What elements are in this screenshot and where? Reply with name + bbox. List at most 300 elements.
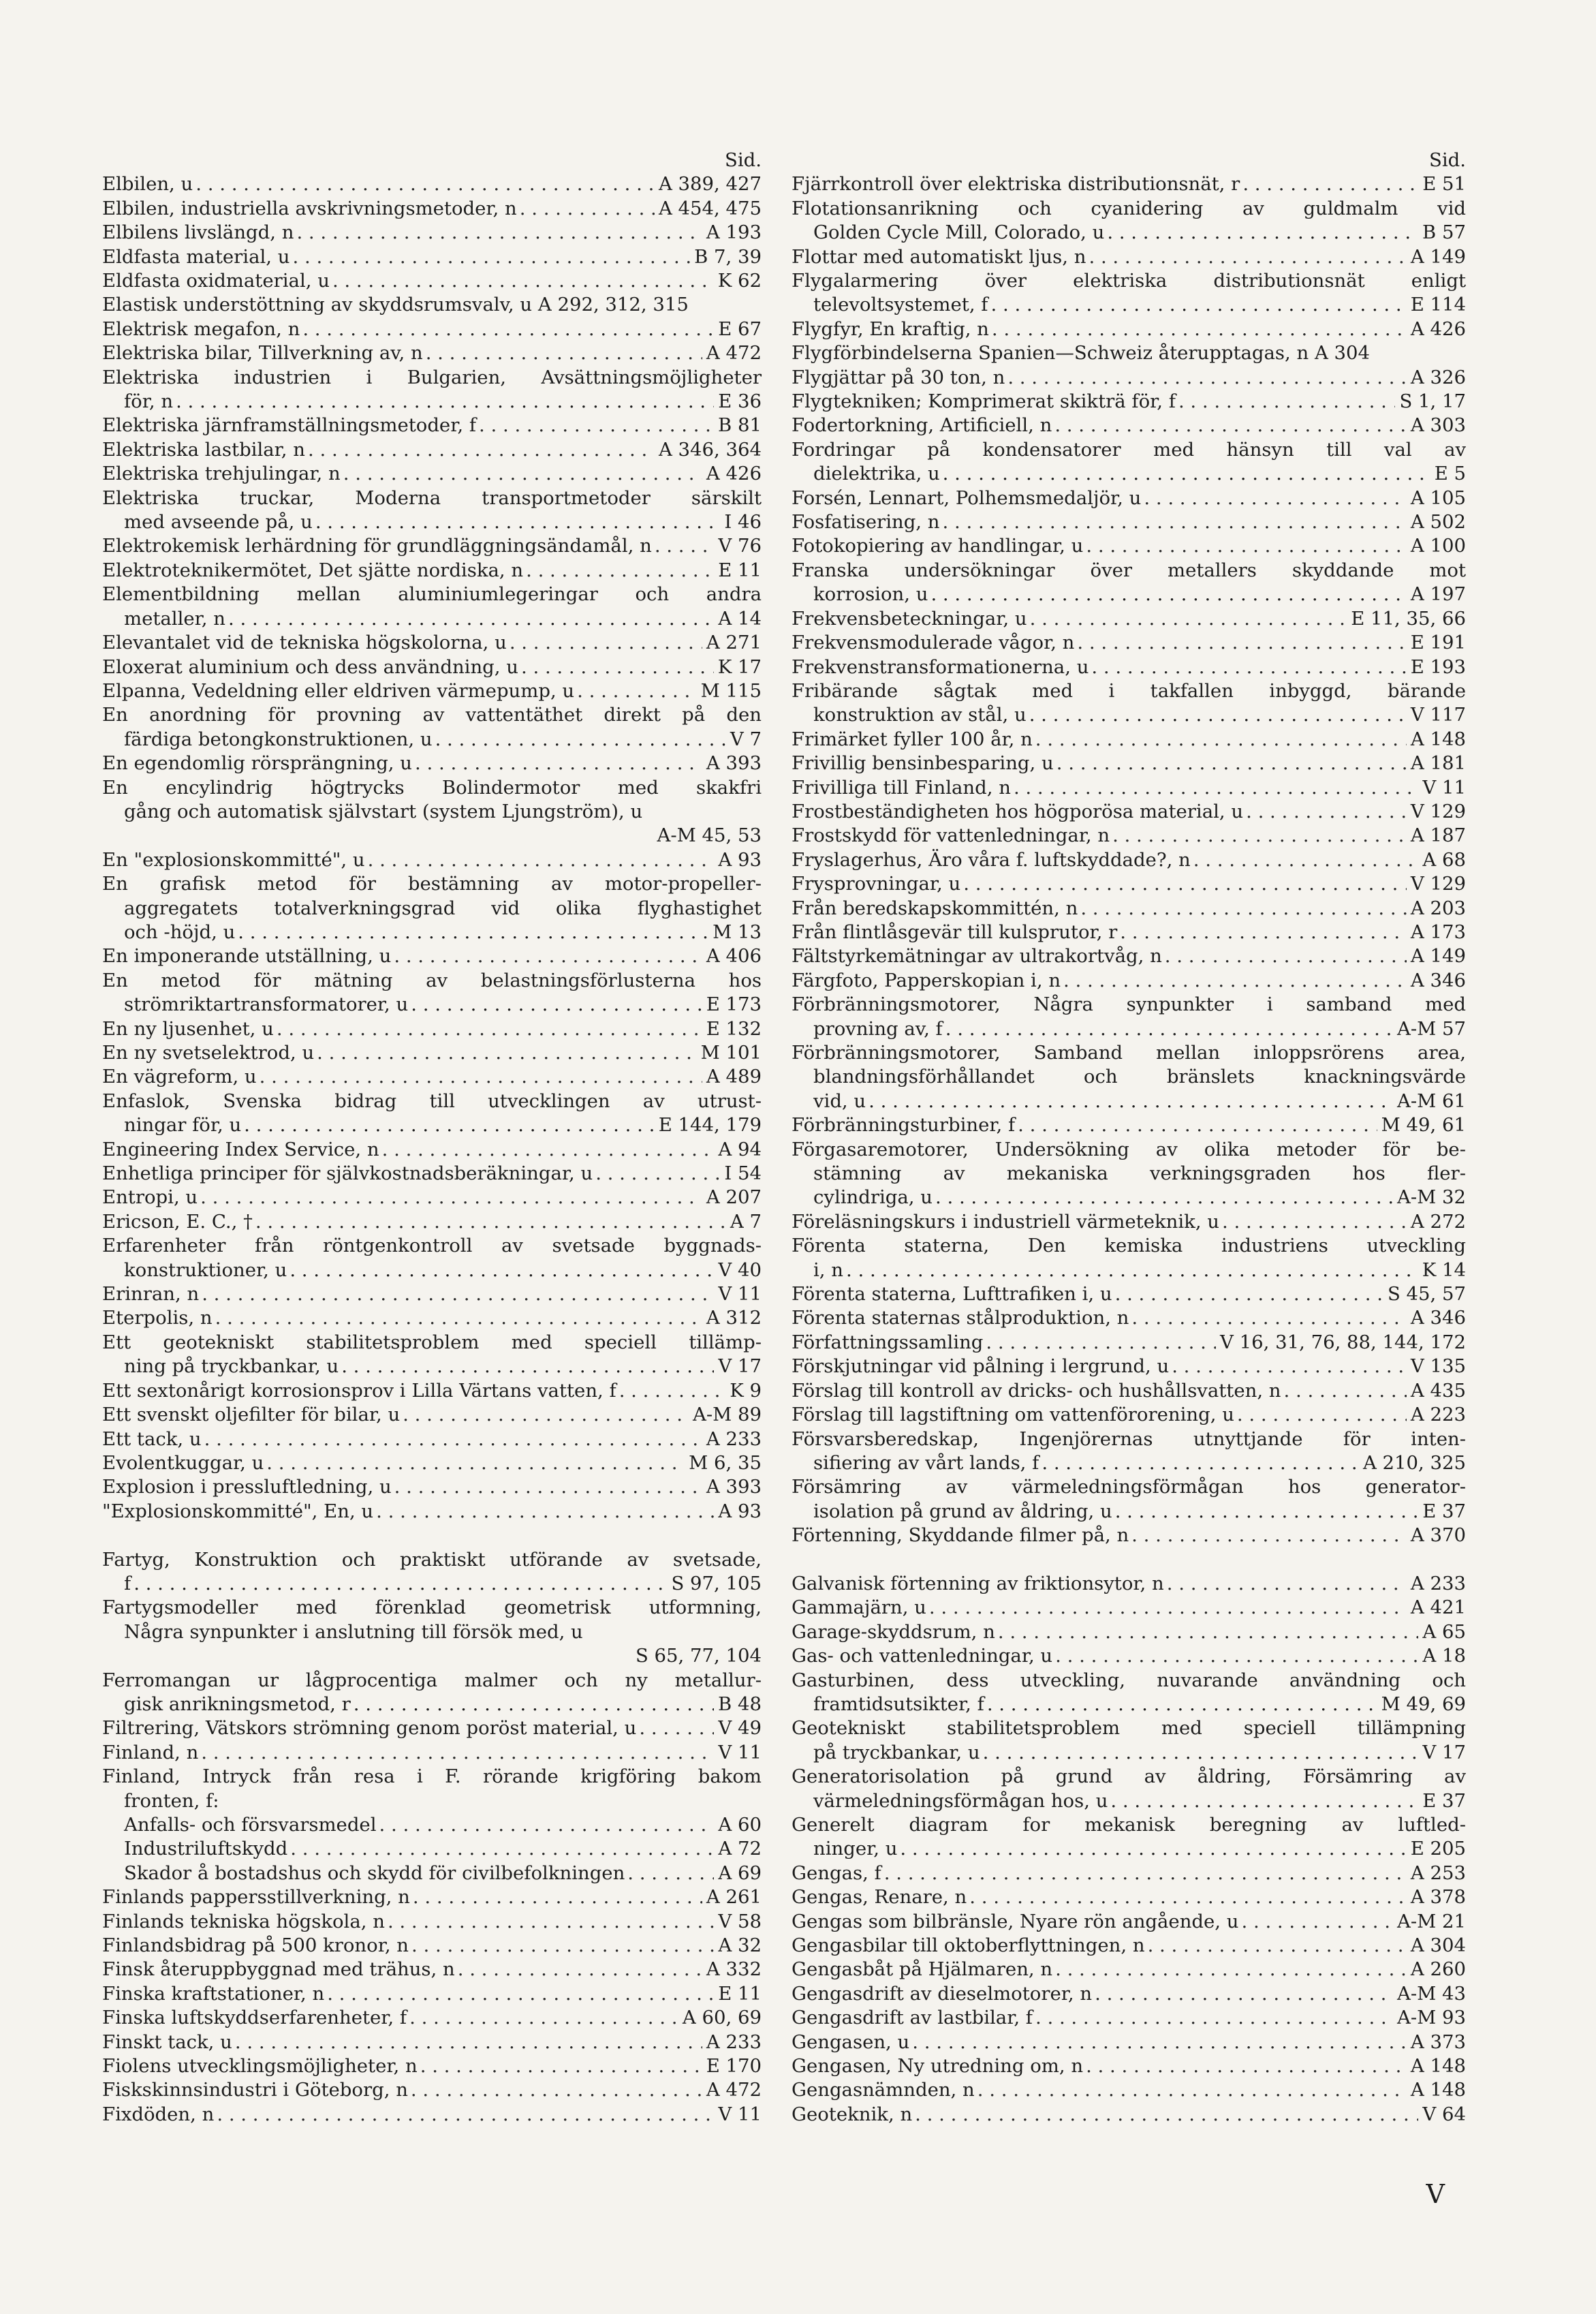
index-entry [792, 1813, 1466, 1862]
leader-dots [915, 2103, 1418, 2127]
entry-text: En ny svetselektrod, u [102, 1042, 315, 1064]
entry-text-line: Erfarenheter från röntgenkontroll av svetsade byggnads- [102, 1235, 762, 1257]
index-entry [102, 534, 762, 558]
entry-text-line: En grafisk metod för bestämning av motor-propeller- [102, 873, 762, 895]
index-entry [102, 583, 762, 631]
entry-text: Gengas, f [792, 1862, 881, 1884]
entry-text-line: Gasturbinen, dess utveckling, nuvarande användning och [792, 1669, 1466, 1691]
page-reference: A 223 [1410, 1404, 1466, 1426]
index-entry [102, 1958, 762, 1981]
entry-text: Elpanna, Vedeldning eller eldriven värmepump, u [102, 679, 575, 702]
leader-dots [1144, 487, 1407, 510]
page-reference: A 14 [718, 607, 762, 630]
leader-dots [983, 1741, 1419, 1765]
index-entry [792, 1885, 1466, 1909]
entry-text: Några synpunkter i anslutning till försök med, u [124, 1620, 583, 1643]
page-reference: A 60 [718, 1814, 762, 1836]
leader-dots [1018, 1113, 1377, 1137]
leader-dots [302, 318, 714, 341]
leader-dots [479, 414, 714, 437]
entry-text: Gas- och vattenledningar, u [792, 1645, 1053, 1667]
entry-text: Gengas, Renare, n [792, 1886, 967, 1909]
entry-text: konstruktion av stål, u [813, 704, 1027, 726]
entry-text: Galvanisk förtenning av friktionsytor, n [792, 1572, 1164, 1594]
entry-text: ninger, u [813, 1838, 898, 1860]
entry-text: Gengasbåt på Hjälmaren, n [792, 1958, 1053, 1981]
entry-text: Föreläsningskurs i industriell värmeteknik, u [792, 1210, 1220, 1233]
leader-dots [202, 1282, 714, 1306]
index-entry [102, 1548, 762, 1596]
page-reference: V 129 [1410, 800, 1466, 822]
entry-text-line [102, 607, 762, 631]
entry-text: En ny ljusenhet, u [102, 1017, 274, 1040]
leader-dots [1030, 607, 1347, 631]
index-entry [792, 1138, 1466, 1210]
index-entry [792, 728, 1466, 752]
leader-dots [204, 1428, 702, 1451]
leader-dots [884, 1862, 1407, 1885]
page-reference: I 54 [724, 1162, 762, 1185]
entry-text: Gengasdrift av lastbilar, f [792, 2007, 1033, 2029]
entry-text: Elbilen, industriella avskrivningsmetoder, n [102, 197, 517, 219]
entry-text-line [792, 703, 1466, 727]
entry-text-line: En encylindrig högtrycks Bolindermotor med skakfri [102, 776, 762, 799]
entry-text: Färgfoto, Papperskopian i, n [792, 969, 1061, 991]
page-reference: K 14 [1422, 1259, 1466, 1281]
page-reference: E 205 [1410, 1838, 1466, 1860]
page-reference: A 454, 475 [658, 197, 762, 219]
leader-dots [986, 1331, 1216, 1355]
entry-text: på tryckbankar, u [813, 1741, 980, 1763]
entry-text: sifiering av vårt lands, f [813, 1451, 1039, 1474]
entry-text: Flygjättar på 30 ton, n [792, 366, 1005, 388]
entry-text-line: Ett geotekniskt stabilitetsproblem med speciell tillämp- [102, 1331, 762, 1353]
entry-text: Flygtekniken; Komprimerat skikträ för, f [792, 390, 1176, 413]
index-entry [792, 1428, 1466, 1476]
entry-text: Erinran, n [102, 1283, 200, 1306]
entry-text: Finsk återuppbyggnad med trähus, n [102, 1958, 455, 1981]
index-entry [792, 897, 1466, 921]
leader-dots [200, 1186, 702, 1209]
index-entry [102, 414, 762, 437]
entry-text: Flygfyr, En kraftig, n [792, 318, 989, 340]
page-reference: A 304 [1410, 1934, 1466, 1957]
index-entry [792, 872, 1466, 896]
page-reference: B 81 [718, 414, 762, 437]
entry-text: Explosion i pressluftledning, u [102, 1476, 392, 1498]
page-reference: A 312 [706, 1307, 762, 1329]
index-entry [102, 462, 762, 486]
page-reference: V 135 [1410, 1355, 1466, 1378]
index-entry [792, 1765, 1466, 1813]
page-reference: V 11 [718, 1741, 762, 1763]
page-reference: E 67 [718, 318, 762, 340]
index-entry [102, 366, 762, 414]
leader-dots [379, 1813, 715, 1837]
page-reference: E 114 [1410, 294, 1466, 316]
entry-text: Gengas som bilbränsle, Nyare rön angående, u [792, 1910, 1239, 1932]
page-reference: A 253 [1410, 1862, 1466, 1884]
leader-dots [409, 2006, 678, 2030]
index-entry [102, 872, 762, 944]
index-entry [102, 1741, 762, 1765]
leader-dots [1178, 390, 1396, 414]
leader-dots [317, 1041, 696, 1065]
index-entry [102, 269, 762, 293]
page-folio: V [1426, 2179, 1445, 2209]
entry-text-line [792, 583, 1466, 606]
leader-dots [415, 752, 702, 775]
leader-dots [1077, 631, 1406, 655]
entry-text: Förenta staterna, Lufttrafiken i, u [792, 1283, 1112, 1306]
index-entry [792, 366, 1466, 390]
page-reference: A 233 [706, 1428, 762, 1450]
page-reference: A 148 [1410, 2055, 1466, 2078]
leader-dots [134, 1572, 667, 1596]
leader-dots [201, 1741, 714, 1765]
leader-dots [376, 1500, 714, 1524]
page-reference: V 16, 31, 76, 88, 144, 172 [1220, 1331, 1466, 1353]
index-entry [102, 1910, 762, 1934]
index-entry [102, 631, 762, 655]
entry-text-line [792, 1693, 1466, 1716]
entry-text: Forsén, Lennart, Polhemsmedaljör, u [792, 487, 1142, 509]
right-index-column [792, 149, 1466, 2127]
entry-text-line [102, 1355, 762, 1378]
left-index-column [102, 149, 762, 2127]
page-reference: E 11 [718, 559, 762, 581]
entry-text-line: Geotekniskt stabilitetsproblem med speciell tillämpning [792, 1717, 1466, 1740]
page-reference: A 261 [706, 1886, 762, 1909]
entry-text-line: En metod för mätning av belastningsförlusterna hos [102, 969, 762, 991]
index-entry [102, 1885, 762, 1909]
section-gap [102, 1524, 762, 1547]
entry-text: "Explosionskommitté", En, u [102, 1500, 374, 1522]
index-entry [102, 703, 762, 752]
entry-text: Elektrokemisk lerhärdning för grundläggningsändamål, n [102, 535, 652, 557]
entry-text: värmeledningsförmågan hos, u [813, 1789, 1108, 1812]
page-reference: B 57 [1422, 221, 1466, 244]
entry-text: i, n [813, 1259, 843, 1281]
entry-text-line: blandningsförhållandet och bränslets knackningsvärde [813, 1066, 1466, 1088]
leader-dots [1148, 1934, 1407, 1958]
entry-text: Golden Cycle Mill, Colorado, u [813, 221, 1105, 244]
entry-text: Ett svenskt oljefilter för bilar, u [102, 1404, 401, 1426]
page-reference: A-M 57 [1396, 1017, 1466, 1040]
leader-dots [655, 534, 715, 558]
leader-dots [176, 390, 714, 414]
index-entry [102, 944, 762, 968]
entry-text: Enhetliga principer för självkostnadsberäkningar, u [102, 1162, 593, 1185]
index-entry [792, 1041, 1466, 1113]
index-entry [102, 1982, 762, 2006]
leader-dots [260, 1065, 702, 1089]
leader-dots [1246, 800, 1407, 824]
leader-dots [1193, 848, 1419, 872]
entry-text: metaller, n [124, 607, 225, 630]
leader-dots [912, 2031, 1407, 2054]
leader-dots [1131, 1306, 1407, 1330]
page-reference: V 58 [718, 1910, 762, 1932]
index-entry [102, 1716, 762, 1740]
index-entry [102, 1210, 762, 1234]
page-column-header: Sid. [1429, 149, 1466, 171]
page-reference: A 187 [1410, 824, 1466, 847]
page-reference: A 271 [706, 632, 762, 654]
leader-dots [238, 921, 708, 944]
index-entry [792, 631, 1466, 655]
leader-dots [1167, 1572, 1407, 1596]
index-entry [102, 438, 762, 462]
leader-dots [215, 1306, 702, 1330]
leader-dots [1095, 1982, 1393, 2006]
entry-text-line: Finland, Intryck från resa i F. rörande krigföring bakom [102, 1765, 762, 1788]
page-reference: A 406 [706, 945, 762, 968]
entry-text: ning på tryckbankar, u [124, 1355, 339, 1378]
index-entry [102, 1475, 762, 1499]
index-entry [792, 655, 1466, 679]
index-entry [792, 752, 1466, 775]
index-entry [792, 534, 1466, 558]
leader-dots [1172, 1355, 1407, 1378]
index-entry [102, 487, 762, 535]
entry-text: Författningssamling [792, 1331, 984, 1353]
entry-text-line [102, 1259, 762, 1282]
index-entry [792, 1379, 1466, 1403]
page-reference: A 332 [706, 1958, 762, 1981]
page-reference: A 472 [706, 342, 762, 365]
leader-dots [426, 341, 702, 365]
page-reference: V 129 [1410, 873, 1466, 895]
entry-text: Elevantalet vid de tekniska högskolorna, u [102, 632, 507, 654]
index-entry [792, 1958, 1466, 1981]
entry-text: Finlandsbidrag på 500 kronor, n [102, 1934, 409, 1957]
entry-text-line [792, 1741, 1466, 1765]
index-entry [792, 1669, 1466, 1717]
leader-dots [900, 1837, 1406, 1861]
entry-text: Fältstyrkemätningar av ultrakortvåg, n [792, 945, 1162, 968]
entry-text: Finska kraftstationer, n [102, 1982, 325, 2005]
entry-text-line [102, 1789, 762, 1813]
entry-text: En imponerande utställning, u [102, 945, 392, 968]
page-reference: A 346 [1410, 1307, 1466, 1329]
page-reference: A 68 [1422, 848, 1466, 871]
page-reference: M 6, 35 [689, 1451, 762, 1474]
entry-text-line [102, 1572, 762, 1596]
leader-dots [992, 318, 1407, 341]
index-entry [792, 1644, 1466, 1668]
leader-dots [290, 1259, 714, 1282]
index-entry [102, 2031, 762, 2054]
page-reference: A 389, 427 [658, 173, 762, 196]
page-reference: E 11 [718, 1982, 762, 2005]
entry-text: framtidsutsikter, f [813, 1693, 984, 1715]
page-reference: A 93 [718, 1500, 762, 1522]
entry-text: Gengasdrift av dieselmotorer, n [792, 1982, 1093, 2005]
entry-text: Frivillig bensinbesparing, u [792, 752, 1054, 775]
page-reference: A 173 [1410, 921, 1466, 943]
entry-text-line [102, 1620, 762, 1644]
entry-text: Fodertorkning, Artificiell, n [792, 414, 1052, 437]
page-reference: V 11 [718, 1283, 762, 1306]
leader-dots [526, 559, 714, 583]
entry-text-line: Fribärande sågtak med i takfallen inbyggd, bärande [792, 679, 1466, 702]
entry-text: Finland, n [102, 1741, 199, 1763]
page-reference: A 18 [1422, 1645, 1466, 1667]
leader-dots [1091, 655, 1406, 679]
index-entry [792, 993, 1466, 1041]
page-reference: A 502 [1410, 511, 1466, 534]
entry-text-line [102, 1113, 762, 1137]
index-entry [102, 1669, 762, 1717]
entry-text: Förslag till lagstiftning om vattenförorening, u [792, 1404, 1234, 1426]
entry-text-line [792, 293, 1466, 317]
entry-text: En egendomlig rörsprängning, u [102, 752, 412, 775]
page-reference: V 17 [1422, 1741, 1466, 1763]
index-entry [792, 848, 1466, 872]
entry-text: Engineering Index Service, n [102, 1138, 379, 1160]
leader-dots [1063, 969, 1407, 993]
entry-text-line [792, 1789, 1466, 1813]
entry-text-line: Flotationsanrikning och cyanidering av guldmalm vid [792, 197, 1466, 219]
page-reference: A 393 [706, 1476, 762, 1498]
index-entry [792, 1572, 1466, 1596]
leader-dots [290, 1837, 714, 1861]
entry-text-line: Förgasaremotorer, Undersökning av olika metoder för be- [792, 1138, 1466, 1160]
page-reference: V 76 [718, 535, 762, 557]
index-entry [792, 1282, 1466, 1306]
page-reference: A-M 45, 53 [657, 824, 762, 847]
entry-text-line [102, 728, 762, 752]
page-reference: A 7 [730, 1210, 762, 1233]
leader-dots [987, 1693, 1377, 1716]
leader-dots [228, 607, 714, 631]
leader-dots [846, 1259, 1418, 1282]
leader-dots [315, 510, 721, 534]
entry-text: Frimärket fyller 100 år, n [792, 728, 1033, 750]
leader-dots [327, 1982, 714, 2006]
index-entry [102, 293, 762, 317]
leader-dots [1110, 1789, 1418, 1813]
entry-text: konstruktioner, u [124, 1259, 287, 1281]
entry-text: Finlands pappersstillverkning, n [102, 1886, 410, 1909]
index-entry [102, 1090, 762, 1138]
index-entry [792, 559, 1466, 607]
page-reference: A 346, 364 [658, 438, 762, 461]
page-reference: A 233 [706, 2031, 762, 2053]
leader-dots [510, 631, 702, 655]
index-entry [792, 1113, 1466, 1137]
index-entry [792, 245, 1466, 269]
right-entries [792, 172, 1466, 2127]
index-entry [792, 607, 1466, 631]
leader-dots [1080, 897, 1407, 921]
leader-dots [296, 221, 702, 245]
leader-dots [1120, 921, 1407, 944]
leader-dots [930, 583, 1406, 606]
leader-dots [235, 2031, 702, 2054]
entry-text: Fryslagerhus, Äro våra f. luftskyddade?, n [792, 848, 1191, 871]
index-entry [102, 1837, 762, 1861]
index-entry [792, 510, 1466, 534]
entry-text: Frostskydd för vattenledningar, n [792, 824, 1110, 847]
leader-dots [1284, 1379, 1407, 1403]
index-entry [102, 2006, 762, 2030]
page-reference: A 210, 325 [1362, 1451, 1466, 1474]
page-reference: A 426 [1410, 318, 1466, 340]
leader-dots [277, 1017, 702, 1041]
index-entry [792, 1210, 1466, 1234]
entry-text: isolation på grund av åldring, u [813, 1500, 1112, 1522]
leader-dots [1165, 944, 1407, 968]
leader-dots [1086, 534, 1407, 558]
page-reference: A 370 [1410, 1524, 1466, 1547]
leader-dots [1222, 1210, 1407, 1234]
entry-text: Ett tack, u [102, 1428, 202, 1450]
entry-text: strömriktartransformatorer, u [124, 993, 409, 1016]
page-reference: A 435 [1410, 1379, 1466, 1402]
leader-dots [394, 1475, 702, 1499]
entry-text-line: Elementbildning mellan aluminiumlegeringar och andra [102, 583, 762, 606]
page-reference: V 11 [718, 2103, 762, 2125]
page-reference: V 117 [1410, 704, 1466, 726]
index-entry [792, 969, 1466, 993]
index-entry [102, 172, 762, 196]
page-reference: V 17 [718, 1355, 762, 1378]
entry-text: Fjärrkontroll över elektriska distributionsnät, r [792, 173, 1240, 196]
page-reference: A 260 [1410, 1958, 1466, 1981]
entry-text: Förbränningsturbiner, f [792, 1114, 1016, 1137]
page-reference: A 272 [1410, 1210, 1466, 1233]
leader-dots [413, 1885, 702, 1909]
page-reference: E 11, 35, 66 [1351, 607, 1466, 630]
page-reference: A 65 [1422, 1620, 1466, 1643]
entry-text: Fiolens utvecklingsmöjligheter, n [102, 2055, 418, 2078]
page-reference: I 46 [724, 511, 762, 534]
index-entry [102, 1138, 762, 1162]
page-reference: E 37 [1422, 1500, 1466, 1522]
leader-dots [520, 197, 655, 221]
index-entry [792, 1982, 1466, 2006]
page-reference: V 40 [718, 1259, 762, 1281]
entry-text-line: stämning av mekaniska verkningsgraden hos fler- [813, 1162, 1466, 1185]
entry-text-line: Försvarsberedskap, Ingenjörernas utnyttjande för inten- [792, 1428, 1466, 1450]
entry-text: med avseende på, u [124, 511, 313, 534]
index-entry [102, 221, 762, 245]
entry-text-line: Fordringar på kondensatorer med hänsyn till val av [792, 438, 1466, 461]
page-reference: A 203 [1410, 897, 1466, 919]
entry-text-line [792, 1090, 1466, 1113]
page-reference: A 393 [706, 752, 762, 775]
leader-dots [1241, 1910, 1392, 1934]
index-entry [792, 2103, 1466, 2127]
page-reference: A-M 32 [1396, 1186, 1466, 1209]
index-entry [102, 559, 762, 583]
entry-text-line [792, 1259, 1466, 1282]
page-reference: K 62 [717, 270, 762, 292]
leader-dots [1089, 245, 1406, 269]
index-entry [102, 776, 762, 848]
index-entry [102, 1596, 762, 1668]
page-reference: A 72 [718, 1838, 762, 1860]
entry-text-line: Elektriska industrien i Bulgarien, Avsättningsmöjligheter [102, 366, 762, 388]
index-entry [792, 2031, 1466, 2054]
entry-text: televoltsystemet, f [813, 294, 988, 316]
leader-dots [1086, 2054, 1407, 2078]
page-reference: A 233 [1410, 1572, 1466, 1594]
entry-text: Flottar med automatiskt ljus, n [792, 245, 1086, 268]
index-entry [792, 341, 1466, 365]
